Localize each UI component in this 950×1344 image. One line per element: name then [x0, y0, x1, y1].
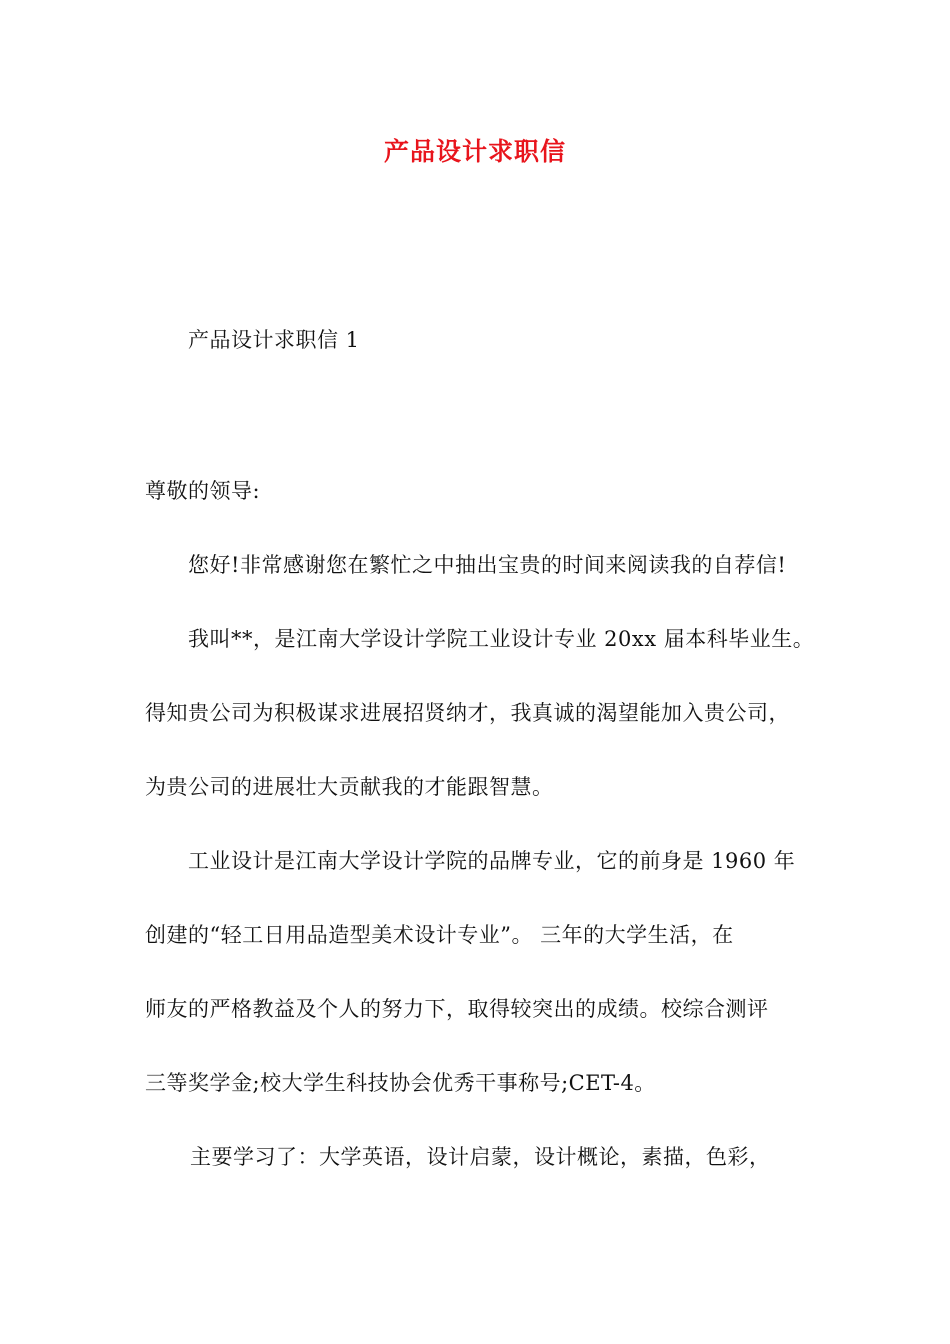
salutation: 尊敬的领导: — [145, 479, 261, 503]
paragraph-line: 工业设计是江南大学设计学院的品牌专业，它的前身是 1960 年 — [188, 849, 796, 873]
document-title: 产品设计求职信 — [383, 137, 566, 166]
paragraph-line: 主要学习了：大学英语，设计启蒙，设计概论，素描，色彩， — [190, 1145, 771, 1169]
paragraph-line: 三等奖学金;校大学生科技协会优秀干事称号;CET-4。 — [145, 1071, 656, 1095]
paragraph-line: 您好!非常感谢您在繁忙之中抽出宝贵的时间来阅读我的自荐信! — [188, 553, 787, 577]
paragraph-line: 为贵公司的进展壮大贡献我的才能跟智慧。 — [145, 775, 554, 799]
paragraph-line: 我叫**，是江南大学设计学院工业设计专业 20xx 届本科毕业生。 — [188, 627, 815, 651]
paragraph-line: 师友的严格教益及个人的努力下，取得较突出的成绩。校综合测评 — [145, 997, 769, 1021]
paragraph-line: 得知贵公司为积极谋求进展招贤纳才，我真诚的渴望能加入贵公司， — [145, 701, 790, 725]
letter-heading: 产品设计求职信 1 — [188, 328, 360, 352]
paragraph-line: 创建的“轻工日用品造型美术设计专业”。 三年的大学生活，在 — [145, 923, 734, 947]
